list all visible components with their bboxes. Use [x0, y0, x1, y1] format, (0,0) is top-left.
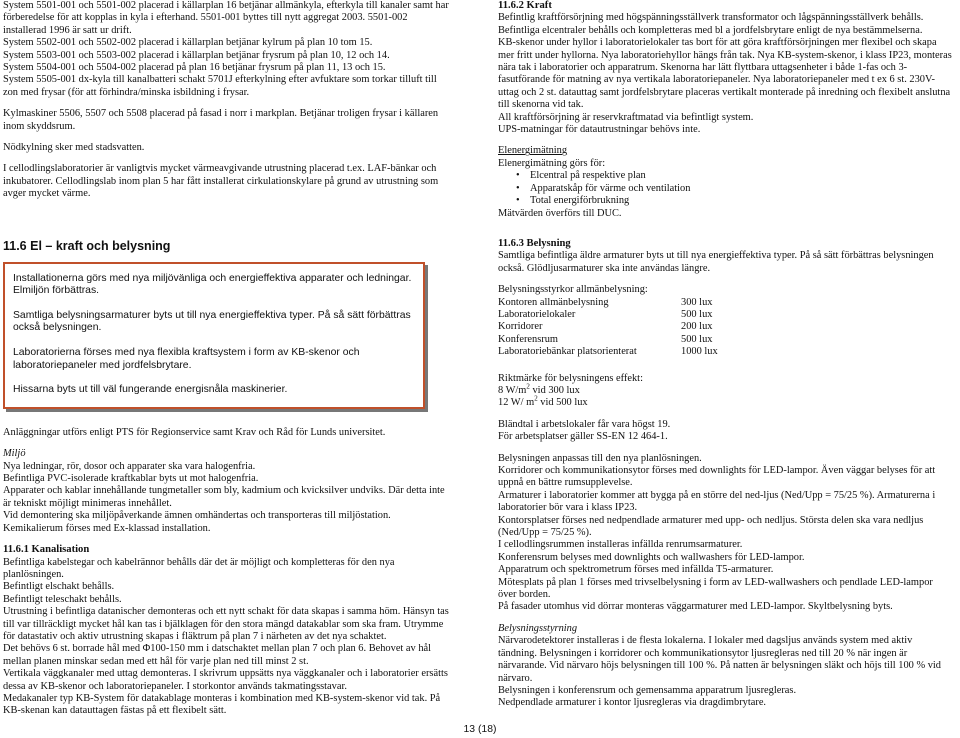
paragraph: Befintlig kraftförsörjning med högspänningsställverk transformator och lågspänningsställverk behålls. [498, 12, 924, 24]
list-item: • Apparatskåp för värme och ventilation [516, 183, 953, 195]
paragraph: Anläggningar utförs enligt PTS för Regionservice samt Krav och Råd för Lunds universitet. [3, 426, 386, 438]
paragraph: System 5502-001 och 5502-002 placerad i källarplan betjänar kylrum på plan 10 tom 15. [3, 37, 373, 49]
paragraph: Bländtal i arbetslokaler får vara högst 19. [498, 418, 671, 430]
paragraph: Kylmaskiner 5506, 5507 och 5508 placerad på fasad i norr i markplan. Betjänar troligen frysar i källaren inom skyddsrum. [3, 108, 439, 132]
paragraph: Det behövs 6 st. borrade hål med Φ100-150 mm i datschaktet mellan plan 7 och plan 6. Behovet av hål mellan planen minskar sedan med ett hål för varje plan ned till minst 2 st. [3, 643, 432, 667]
intro-block [3, 0, 451, 99]
paragraph: Befintligt elschakt behålls. [3, 581, 115, 593]
table-cell: 500 lux [681, 308, 713, 320]
paragraph: Nya ledningar, rör, dosor och apparater ska vara halogenfria. [3, 460, 256, 472]
subheading-kanalisation: 11.6.1 Kanalisation [3, 544, 90, 556]
summary-box [3, 262, 425, 409]
paragraph: System 5504-001 och 5504-002 placerad på plan 16 betjänar frysrum på plan 11, 13 och 15. [3, 62, 386, 74]
table-row [498, 297, 718, 309]
paragraph: Belysningsstyrkor allmänbelysning: [498, 284, 648, 296]
table-cell: Laboratoriebänkar platsorienterat [498, 346, 637, 358]
left-column [3, 0, 451, 718]
paragraph: I cellodlingsrummen installeras infällda renrumsarmaturer. [498, 539, 743, 551]
paragraph: Belysningen i konferensrum och gemensamma apparatrum ljusregleras. [498, 684, 797, 696]
box-paragraph: Laboratorierna förses med nya flexibla kraftsystem i form av KB-skenor och laboratoriepaneler med jordfelsbrytare. [13, 347, 360, 371]
paragraph: System 5501-001 och 5501-002 placerad i källarplan 16 betjänar allmänkyla, efterkyla till kanaler samt har förberedelse för att kopplas in kyla i efterhand. 5501-001 byttes till nytt aggregat 2003. 5501-002 installerad 1996 är satt ur drift. [3, 0, 449, 36]
paragraph: Korridorer och kommunikationsytor förses med downlights för LED-lampor. Även väggar belyses för att uppnå en bättre rumsupplevelse. [498, 465, 936, 489]
paragraph: För arbetsplatser gäller SS-EN 12 464-1. [498, 431, 668, 443]
table-row [498, 321, 718, 333]
paragraph: Konferensrum belyses med downlights och wallwashers för LED-lampor. [498, 551, 805, 563]
paragraph: Befintliga kabelstegar och kabelrännor behålls där det är möjligt och kompletteras för den nya planlösningen. [3, 556, 395, 580]
paragraph: Utrustning i befintliga datanischer demonteras och ett nytt schakt för data skapas i samma höm. Hänsyn tas till var tillräckligt mycket hål kan tas i bjälklagen för den stora mängd datakablar som ska fram. Utrymme för datastativ och aktiv utrustning skapas i fläktrum på plan 7 i närheten av det nya schaktet. [3, 606, 449, 642]
illuminance-table [498, 297, 718, 359]
table-cell: 1000 lux [681, 346, 718, 358]
effect-line-1: 8 $W/m^2$ vid 300 lux [498, 382, 580, 396]
subheading-kraft: 11.6.2 Kraft [498, 0, 552, 11]
table-row [498, 309, 718, 321]
table-cell: Laboratorielokaler [498, 308, 576, 320]
paragraph: Riktmärke för belysningens effekt: [498, 372, 643, 384]
paragraph: Nödkylning sker med stadsvatten. [3, 142, 145, 154]
paragraph: Belysningen anpassas till den nya planlösningen. [498, 452, 702, 464]
table-cell: 300 lux [681, 296, 713, 308]
subheading-miljo: Miljö [3, 448, 26, 460]
paragraph: Vertikala väggkanaler med uttag demonteras. I skrivrum uppsätts nya väggkanaler och i laboratorier ersätts dessa av KB-skenor och laboratoriepaneler. I storkontor används takmatingsstavar. [3, 668, 448, 692]
paragraph: Vid demontering ska miljöpåverkande ämnen omhändertas och transporteras till miljöstation. [3, 510, 391, 522]
section-heading [3, 239, 451, 254]
paragraph: Apparatrum och spektrometrum förses med infällda T5-armaturer. [498, 564, 774, 576]
section-number: 11.6 [3, 238, 27, 253]
paragraph: Befintligt teleschakt behålls. [3, 593, 122, 605]
paragraph: Mötesplats på plan 1 förses med trivselbelysning i form av LED-wallwashers och pendlade LED-lampor över borden. [498, 576, 933, 601]
paragraph: På fasader utomhus vid dörrar monteras väggarmaturer med LED-lampor. Skyltbelysning byts. [498, 601, 893, 613]
page-number: 13 (18) [463, 724, 497, 735]
paragraph: System 5503-001 och 5503-002 placerad i källarplan betjänar frysrum på plan 10, 12 och 14. [3, 49, 390, 61]
table-cell: Kontoren allmänbelysning [498, 296, 609, 308]
paragraph: System 5505-001 dx-kyla till kanalbatteri schakt 5701J efterkylning efter avfuktare som torkar tilluft till zon med frysar (för att förhindra/minska isbildning i frysar. [3, 74, 437, 98]
paragraph: I cellodlingslaboratorier är vanligtvis mycket värmeavgivande utrustning placerad t.ex. LAF-bänkar och inkubatorer. Cellodlingslab inom plan 5 har fått installerat cirkulationskylare på grund av utrustning som avger mycket värme. [3, 163, 439, 200]
subheading-belysning: 11.6.3 Belysning [498, 237, 571, 249]
table-cell: Konferensrum [498, 333, 559, 345]
list-item: • Total energiförbrukning [516, 195, 953, 207]
box-paragraph: Hissarna byts ut till väl fungerande energisnåla maskinerier. [13, 384, 288, 396]
paragraph: Elenergimätning görs för: [498, 157, 606, 169]
paragraph: Kemikalierum förses med Ex-klassad installation. [3, 522, 211, 534]
table-cell: 500 lux [681, 333, 713, 345]
list-item: • Elcentral på respektive plan [516, 170, 953, 182]
paragraph: KB-skenor under hyllor i laboratorielokaler tas bort för att göra kraftförsörjningen mer flexibel och skapa mer fritt under hyllorna. Nya laboratoriehyllor hängs från tak. Nya KB-system-skenor, i klass IP23, monteras nära tak i laboratorier och apparatrum. Skenorna har lätt flyttbara uttagsenheter i både 1-fas och 3-fasutförande för matning av nya vertikala laboratoriepaneler. Nya laboratoriepaneler med t ex 6 st. 230V-uttag och 2 st. datauttag samt jordfelsbrytare placeras vertikalt monterade på inredning och flexibelt anslutna till skenorna vid tak. [498, 37, 952, 111]
box-paragraph: Installationerna görs med nya miljövänliga och energieffektiva apparater och ledningar. Elmiljön förbättras. [13, 272, 412, 297]
section-title: El – kraft och belysning [30, 238, 171, 253]
right-column [498, 0, 953, 710]
paragraph: Närvarodetektorer installeras i de flesta lokalerna. I lokaler med dagsljus används system med aktiv tändning. Belysningen i korridorer och kommunikationsytor ljusregleras ned till 20 % när ingen är närvarande. Vid närvaro höjs belysningen till 100 %. På natten är belysningen släkt och höjs till 100 % vid närvaro. [498, 635, 942, 684]
table-row [498, 346, 718, 358]
table-cell: 200 lux [681, 321, 713, 333]
box-paragraph: Samtliga belysningsarmaturer byts ut till nya energieffektiva typer. På så sätt förbättras också belysningen. [13, 309, 411, 334]
paragraph: Nedpendlade armaturer i kontor ljusregleras via dragdimbrytare. [498, 697, 767, 709]
table-cell: Korridorer [498, 321, 543, 333]
subheading-elenergimatning: Elenergimätning [498, 145, 568, 157]
subheading-belysningsstyrning: Belysningsstyrning [498, 622, 578, 634]
paragraph: Mätvärden överförs till DUC. [498, 207, 622, 219]
bullet-list [498, 170, 953, 207]
effect-line-2: 12 W/ $m^2$ vid 500 lux [498, 394, 588, 409]
paragraph: All kraftförsörjning är reservkraftmatad via befintligt system. [498, 111, 754, 123]
paragraph: Samtliga befintliga äldre armaturer byts ut till nya energieffektiva typer. På så sätt förbättras belysningen också. Glödljusarmaturer ska inte användas längre. [498, 250, 934, 274]
paragraph: Armaturer i laboratorier kommer att bygga på en större del ned-ljus (Ned/Upp = 75/25 %). Armaturerna i laboratorier bör vara i klass IP23. [498, 489, 936, 514]
paragraph: UPS-matningar för datautrustningar behövs inte. [498, 124, 701, 136]
paragraph: Apparater och kablar innehållande tungmetaller som bly, kadmium och kvicksilver undviks. Där detta inte är tekniskt möjligt minimeras innehållet. [3, 485, 445, 509]
paragraph: Befintliga elcentraler behålls och kompletteras med bl a jordfelsbrytare enligt de nya bestämmelserna. [498, 24, 923, 36]
table-row [498, 334, 718, 346]
paragraph: Befintliga PVC-isolerade kraftkablar byts ut mot halogenfria. [3, 473, 259, 485]
paragraph: Kontorsplatser förses ned nedpendlade armaturer med upp- och nedljus. Största delen ska vara nedljus (Ned/Upp = 75/25 %). [498, 514, 924, 539]
paragraph: Medakanaler typ KB-System för datakablage monteras i kombination med KB-system-skenor vid tak. På KB-skenan kan datauttagen fästas på ett flexibelt sätt. [3, 692, 441, 717]
